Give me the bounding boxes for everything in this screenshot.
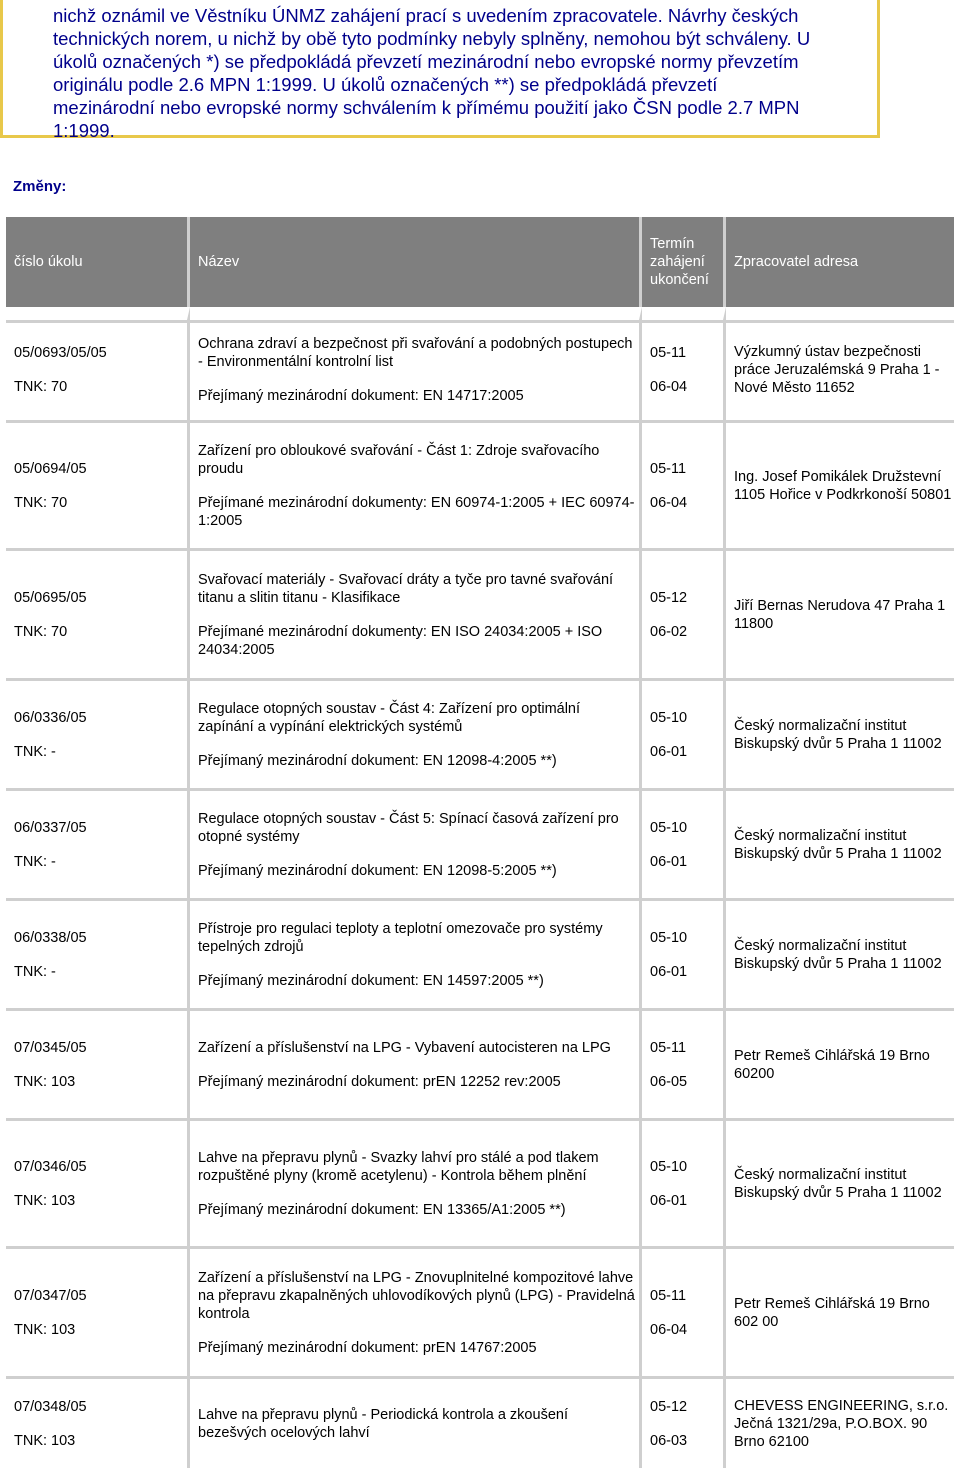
term-start: 05-11 — [650, 1287, 687, 1304]
term-cell — [642, 1246, 726, 1376]
task-number: 07/0346/05 — [14, 1158, 87, 1175]
tnk-label: TNK: - — [14, 743, 56, 760]
task-name-cell — [190, 1008, 642, 1118]
task-name: Lahve na přepravu plynů - Svazky lahví pro stálé a pod tlakem rozpuštěné plyny (kromě acetylenu) - Kontrola během plnění — [198, 1149, 599, 1184]
term-cell — [642, 1008, 726, 1118]
task-number: 07/0348/05 — [14, 1398, 87, 1415]
table-row — [6, 548, 954, 678]
term-start: 05-10 — [650, 819, 688, 836]
table-row — [6, 678, 954, 788]
task-name: Přístroje pro regulaci teploty a teplotní omezovače pro systémy tepelných zdrojů — [198, 920, 603, 955]
processor-cell: Petr Remeš Cihlářská 19 Brno 602 00 — [726, 1246, 954, 1376]
task-number: 06/0338/05 — [14, 929, 87, 946]
changes-heading: Změny: — [13, 178, 67, 195]
term-end: 06-04 — [650, 1321, 688, 1338]
term-cell — [642, 898, 726, 1008]
term-cell — [642, 678, 726, 788]
notice-line: úkolů označených *) se předpokládá převzetí mezinárodní nebo evropské normy převzetím — [53, 51, 799, 72]
notice-line: mezinárodní nebo evropské normy schválením k přímému použití jako ČSN podle 2.7 MPN — [53, 97, 800, 118]
table-row — [6, 1118, 954, 1246]
term-start: 05-11 — [650, 460, 687, 477]
term-end: 06-01 — [650, 963, 688, 980]
task-name-cell — [190, 788, 642, 898]
header-term: Termín zahájení ukončení — [642, 217, 726, 307]
notice-line: 1:1999. — [53, 120, 115, 141]
task-number: 07/0347/05 — [14, 1287, 87, 1304]
task-name-cell — [190, 1118, 642, 1246]
term-start: 05-11 — [650, 345, 687, 361]
processor-cell: Český normalizační institut Biskupský dvůr 5 Praha 1 11002 — [726, 788, 954, 898]
tnk-label: TNK: 70 — [14, 494, 68, 511]
term-start: 05-10 — [650, 709, 688, 726]
processor-cell: CHEVESS ENGINEERING, s.r.o. Ječná 1321/29a, P.O.BOX. 90 Brno 62100 — [726, 1376, 954, 1468]
term-start: 05-11 — [650, 1039, 687, 1056]
notice-text-box — [0, 0, 880, 141]
adopted-document: Přejímaný mezinárodní dokument: EN 14597:2005 **) — [198, 972, 544, 989]
term-end: 06-01 — [650, 1192, 688, 1209]
adopted-document: Přejímaný mezinárodní dokument: EN 12098-5:2005 **) — [198, 862, 557, 879]
term-cell — [642, 788, 726, 898]
term-end: 06-01 — [650, 743, 688, 760]
task-number: 05/0695/05 — [14, 589, 87, 606]
table-row — [6, 1246, 954, 1376]
task-number-cell — [6, 307, 190, 420]
task-name-cell — [190, 1376, 642, 1468]
tnk-label: TNK: 103 — [14, 1192, 76, 1209]
term-end: 06-01 — [650, 853, 688, 870]
task-number: 06/0337/05 — [14, 819, 87, 836]
tnk-label: TNK: - — [14, 963, 56, 980]
tnk-label: TNK: 103 — [14, 1073, 76, 1090]
task-number: 05/0693/05/05 — [14, 345, 107, 361]
task-name: Regulace otopných soustav - Část 5: Spínací časová zařízení pro otopné systémy — [198, 810, 619, 845]
tnk-label: TNK: 70 — [14, 379, 68, 395]
processor-cell: Jiří Bernas Nerudova 47 Praha 1 11800 — [726, 548, 954, 678]
table-header-row — [6, 217, 954, 307]
table-row — [6, 307, 954, 420]
task-number: 06/0336/05 — [14, 709, 87, 726]
adopted-document: Přejímaný mezinárodní dokument: prEN 12252 rev:2005 — [198, 1073, 561, 1090]
term-start: 05-12 — [650, 589, 688, 606]
task-number-cell — [6, 420, 190, 548]
task-number: 07/0345/05 — [14, 1039, 87, 1056]
term-start: 05-10 — [650, 929, 688, 946]
tnk-label: TNK: 70 — [14, 623, 68, 640]
term-end: 06-02 — [650, 623, 688, 640]
task-name-cell — [190, 678, 642, 788]
processor-cell: Výzkumný ústav bezpečnosti práce Jeruzalémská 9 Praha 1 - Nové Město 11652 — [726, 307, 954, 420]
term-cell — [642, 548, 726, 678]
task-name: Svařovací materiály - Svařovací dráty a tyče pro tavné svařování titanu a slitin titanu - Klasifikace — [198, 571, 614, 606]
task-name: Regulace otopných soustav - Část 4: Zařízení pro optimální zapínání a vypínání elektrických systémů — [198, 700, 581, 735]
term-end: 06-04 — [650, 494, 688, 511]
task-name-cell — [190, 898, 642, 1008]
table-row — [6, 1376, 954, 1468]
term-cell — [642, 420, 726, 548]
adopted-document: Přejímané mezinárodní dokumenty: EN ISO 24034:2005 + ISO 24034:2005 — [198, 623, 603, 658]
table-row — [6, 898, 954, 1008]
term-end: 06-05 — [650, 1073, 688, 1090]
term-start: 05-12 — [650, 1398, 688, 1415]
task-number-cell — [6, 898, 190, 1008]
term-end: 06-03 — [650, 1432, 688, 1449]
term-end: 06-04 — [650, 379, 688, 395]
task-name-cell — [190, 548, 642, 678]
task-name: Lahve na přepravu plynů - Periodická kontrola a zkoušení bezešvých ocelových lahví — [198, 1406, 568, 1441]
task-number-cell — [6, 678, 190, 788]
notice-line: nichž oznámil ve Věstníku ÚNMZ zahájení prací s uvedením zpracovatele. Návrhy českých — [53, 5, 799, 26]
adopted-document: Přejímaný mezinárodní dokument: EN 14717:2005 — [198, 388, 524, 404]
processor-cell: Český normalizační institut Biskupský dvůr 5 Praha 1 11002 — [726, 1118, 954, 1246]
term-cell — [642, 307, 726, 420]
header-processor: Zpracovatel adresa — [726, 217, 954, 307]
table-row — [6, 788, 954, 898]
task-number-cell — [6, 548, 190, 678]
notice-line: originálu podle 2.6 MPN 1:1999. U úkolů označených **) se předpokládá převzetí — [53, 74, 718, 95]
task-name-cell — [190, 307, 642, 420]
table-row — [6, 1008, 954, 1118]
adopted-document: Přejímaný mezinárodní dokument: EN 12098-4:2005 **) — [198, 752, 557, 769]
changes-table — [6, 217, 954, 1468]
notice-line: technických norem, u nichž by obě tyto podmínky nebyly splněny, nemohou být schváleny. U — [53, 28, 811, 49]
task-name: Zařízení a příslušenství na LPG - Vybavení autocisteren na LPG — [198, 1039, 611, 1056]
adopted-document: Přejímaný mezinárodní dokument: EN 13365/A1:2005 **) — [198, 1201, 566, 1218]
task-name-cell — [190, 420, 642, 548]
task-name: Zařízení pro obloukové svařování - Část 1: Zdroje svařovacího proudu — [198, 442, 600, 477]
adopted-document: Přejímané mezinárodní dokumenty: EN 60974-1:2005 + IEC 60974- 1:2005 — [198, 494, 635, 529]
term-start: 05-10 — [650, 1158, 688, 1175]
tnk-label: TNK: 103 — [14, 1321, 76, 1338]
processor-cell: Petr Remeš Cihlářská 19 Brno 60200 — [726, 1008, 954, 1118]
table-row — [6, 420, 954, 548]
task-number-cell — [6, 788, 190, 898]
processor-cell: Český normalizační institut Biskupský dvůr 5 Praha 1 11002 — [726, 678, 954, 788]
term-cell — [642, 1118, 726, 1246]
processor-cell: Český normalizační institut Biskupský dvůr 5 Praha 1 11002 — [726, 898, 954, 1008]
adopted-document: Přejímaný mezinárodní dokument: prEN 14767:2005 — [198, 1339, 537, 1356]
task-number-cell — [6, 1008, 190, 1118]
task-number: 05/0694/05 — [14, 460, 87, 477]
header-task-number: číslo úkolu — [6, 217, 190, 307]
task-number-cell — [6, 1376, 190, 1468]
processor-cell: Ing. Josef Pomikálek Družstevní 1105 Hořice v Podkrkonoší 50801 — [726, 420, 954, 548]
task-number-cell — [6, 1246, 190, 1376]
task-name: Ochrana zdraví a bezpečnost při svařování a podobných postupech - Environmentální kontrolní list — [198, 336, 633, 370]
task-name: Zařízení a příslušenství na LPG - Znovuplnitelné kompozitové lahve na přepravu zkapalněných uhlovodíkových plynů (LPG) - Pravidelná kontrola — [198, 1269, 635, 1322]
term-cell — [642, 1376, 726, 1468]
task-name-cell — [190, 1246, 642, 1376]
tnk-label: TNK: 103 — [14, 1432, 76, 1449]
tnk-label: TNK: - — [14, 853, 56, 870]
task-number-cell — [6, 1118, 190, 1246]
header-name: Název — [190, 217, 642, 307]
